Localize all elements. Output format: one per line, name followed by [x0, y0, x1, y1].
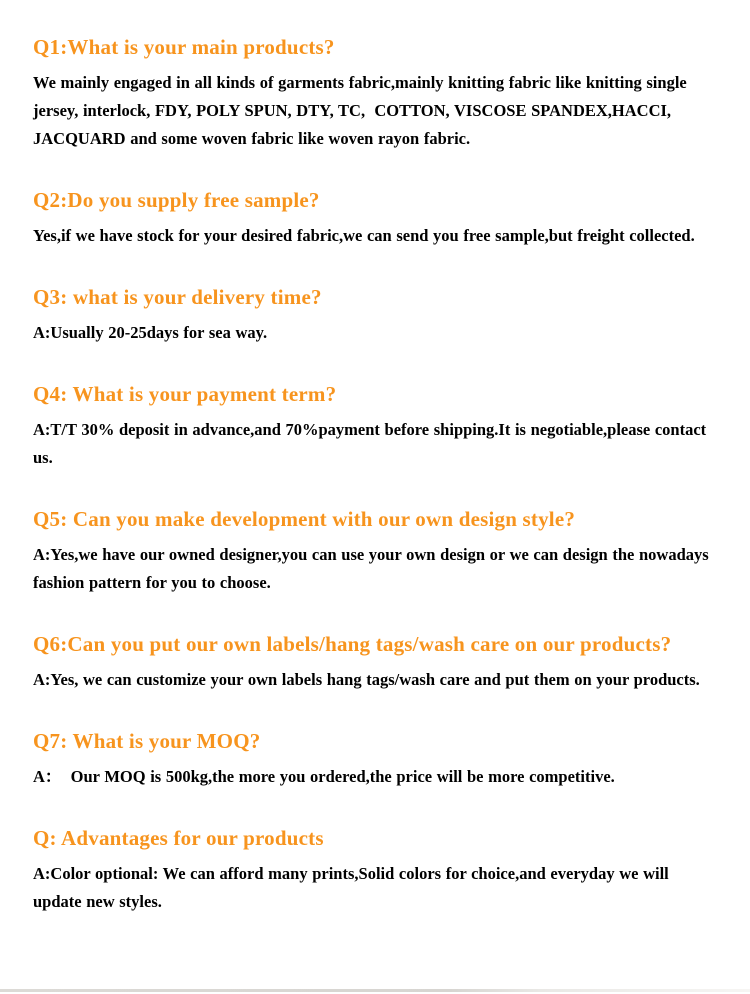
faq-answer: A： Our MOQ is 500kg,the more you ordered,the price will be more competitive.	[33, 767, 615, 786]
faq-answer: Yes,if we have stock for your desired fabric,we can send you free sample,but freight collected.	[33, 226, 695, 245]
faq-question: Q1:What is your main products?	[33, 35, 335, 59]
faq-item-q7	[33, 728, 720, 791]
faq-answer: A:Yes, we can customize your own labels hang tags/wash care and put them on your products.	[33, 670, 700, 689]
faq-answer: A:Usually 20-25days for sea way.	[33, 323, 268, 342]
faq-question: Q2:Do you supply free sample?	[33, 188, 320, 212]
faq-item-q6	[33, 631, 720, 694]
faq-item-advantages	[33, 825, 720, 916]
faq-answer: A:Color optional: We can afford many prints,Solid colors for choice,and everyday we will update new styles.	[33, 864, 674, 911]
faq-item-q5	[33, 506, 720, 597]
faq-question: Q6:Can you put our own labels/hang tags/wash care on our products?	[33, 632, 672, 656]
faq-item-q1	[33, 34, 720, 153]
faq-question: Q: Advantages for our products	[33, 826, 324, 850]
faq-question: Q7: What is your MOQ?	[33, 729, 261, 753]
faq-answer: We mainly engaged in all kinds of garments fabric,mainly knitting fabric like knitting single jersey, interlock, FDY, POLY SPUN, DTY, TC, COTTON, VISCOSE SPANDEX,HACCI, JACQUARD and some woven fabric like woven rayon fabric.	[33, 73, 692, 148]
faq-question: Q3: what is your delivery time?	[33, 285, 322, 309]
faq-answer: A:Yes,we have our owned designer,you can use your own design or we can design the nowadays fashion pattern for you to choose.	[33, 545, 714, 592]
faq-item-q3	[33, 284, 720, 347]
faq-answer: A:T/T 30% deposit in advance,and 70%payment before shipping.It is negotiable,please contact us.	[33, 420, 711, 467]
faq-item-q4	[33, 381, 720, 472]
faq-item-q2	[33, 187, 720, 250]
faq-question: Q5: Can you make development with our own design style?	[33, 507, 576, 531]
bottom-divider	[0, 989, 750, 992]
faq-question: Q4: What is your payment term?	[33, 382, 337, 406]
